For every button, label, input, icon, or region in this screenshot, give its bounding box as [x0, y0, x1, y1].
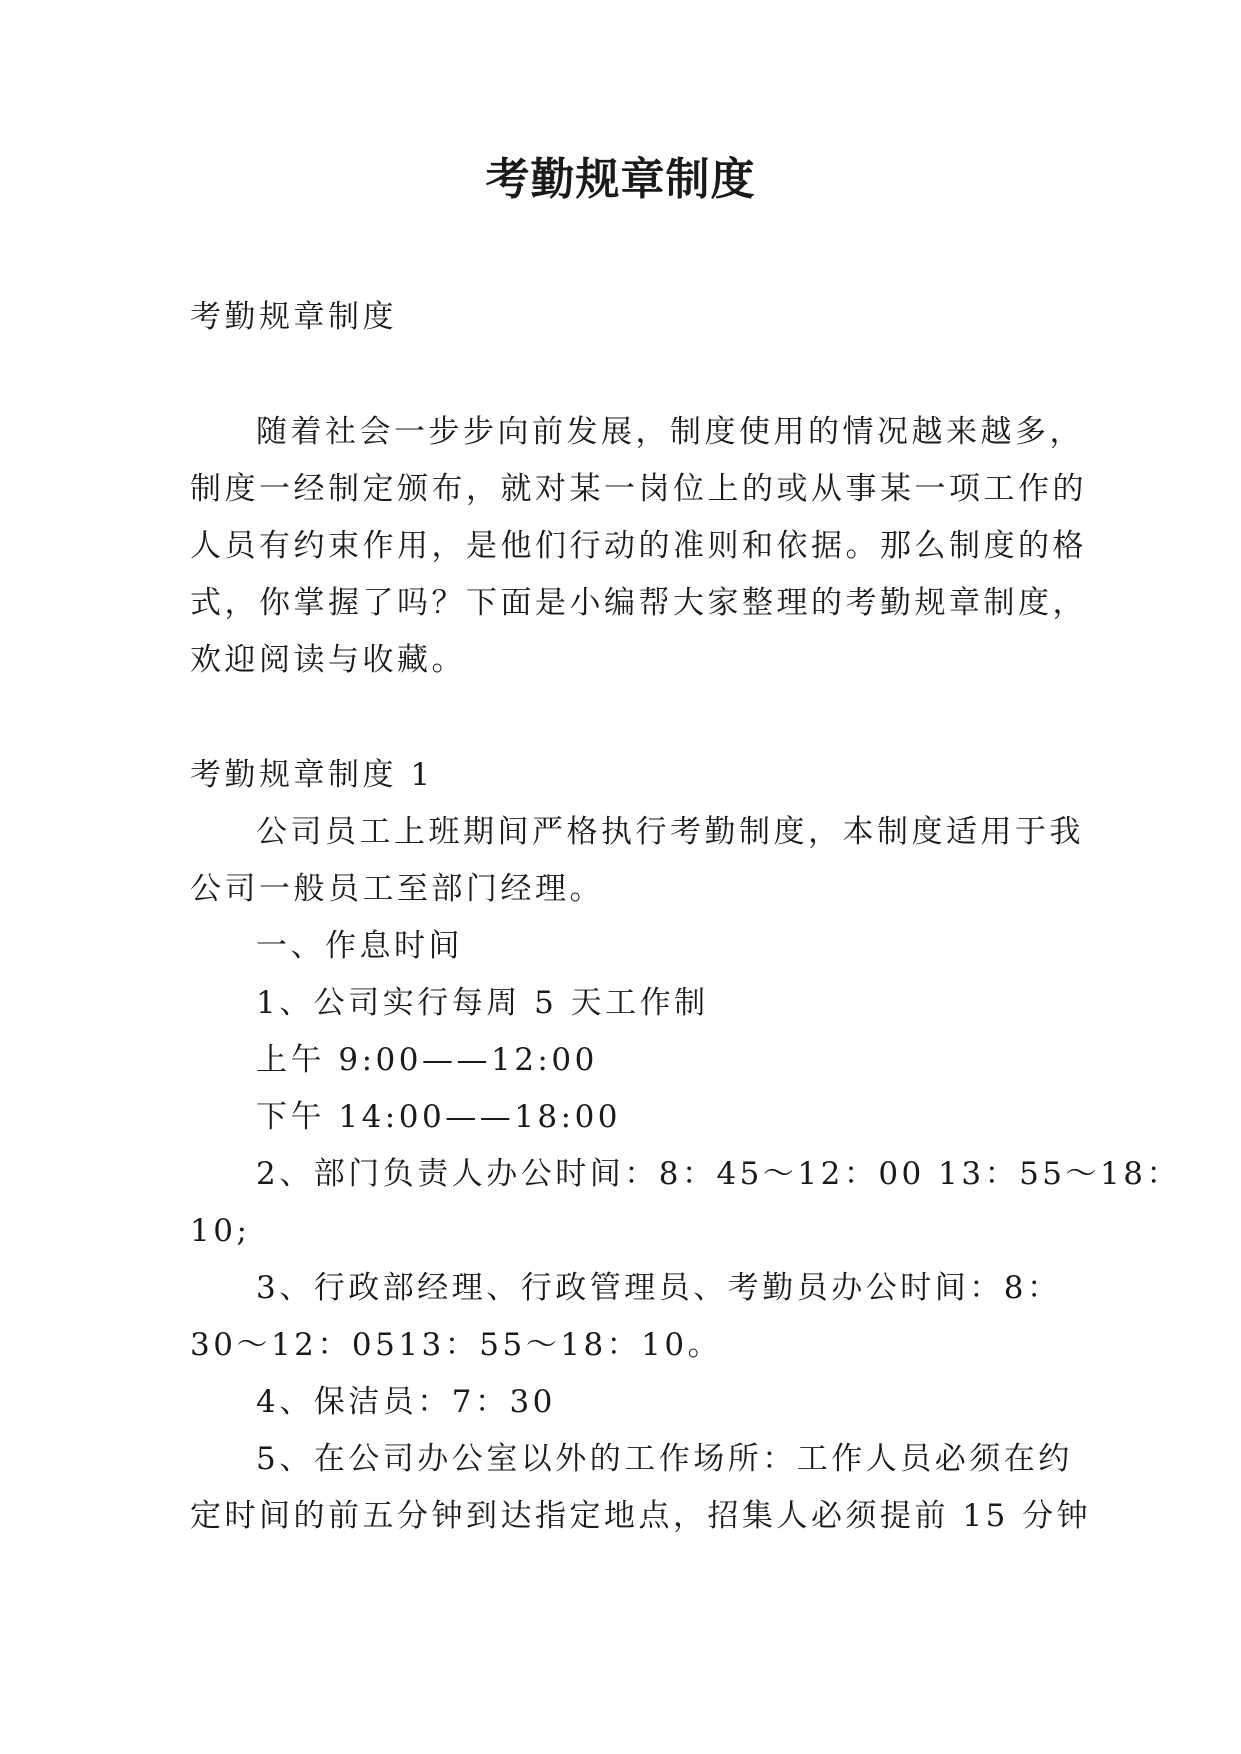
intro-line-3: 人员有约束作用，是他们行动的准则和依据。那么制度的格	[190, 528, 1087, 564]
section-line: 定时间的前五分钟到达指定地点，招集人必须提前 15 分钟	[190, 1498, 1092, 1534]
intro-line-1: 随着社会一步步向前发展，制度使用的情况越来越多，	[256, 414, 1084, 450]
document-title: 考勤规章制度	[485, 154, 756, 205]
section-line: 30～12：0513：55～18：10。	[190, 1327, 723, 1363]
intro-line-4: 式，你掌握了吗？下面是小编帮大家整理的考勤规章制度，	[190, 585, 1087, 621]
section-line: 10;	[190, 1213, 251, 1249]
section-line: 上午 9:00——12:00	[256, 1042, 598, 1078]
section-line: 4、保洁员：7：30	[256, 1384, 556, 1420]
section-line: 2、部门负责人办公时间：8：45～12：00 13：55～18：	[256, 1156, 1181, 1192]
section-heading: 考勤规章制度 1	[190, 757, 434, 793]
section-line: 3、行政部经理、行政管理员、考勤员办公时间：8：	[256, 1270, 1062, 1306]
section-line: 5、在公司办公室以外的工作场所：工作人员必须在约	[256, 1441, 1073, 1477]
intro-line-5: 欢迎阅读与收藏。	[190, 642, 466, 678]
document-subtitle: 考勤规章制度	[190, 299, 397, 335]
intro-line-2: 制度一经制定颁布，就对某一岗位上的或从事某一项工作的	[190, 471, 1087, 507]
section-line: 公司一般员工至部门经理。	[190, 871, 604, 907]
section-line: 公司员工上班期间严格执行考勤制度，本制度适用于我	[256, 814, 1084, 850]
section-line: 下午 14:00——18:00	[256, 1099, 622, 1135]
section-line: 1、公司实行每周 5 天工作制	[256, 985, 709, 1021]
section-line: 一、作息时间	[256, 928, 463, 964]
